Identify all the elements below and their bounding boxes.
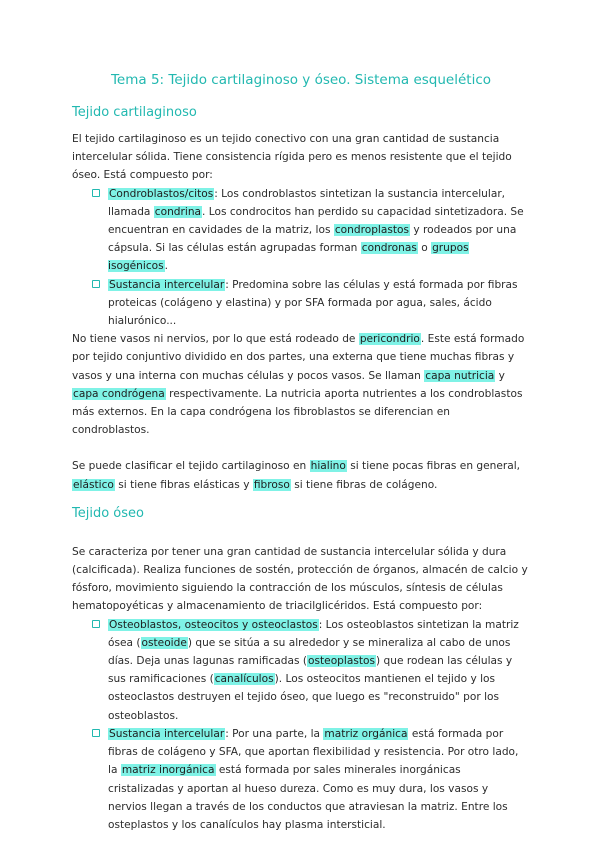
para-text: si tiene pocas fibras en general, bbox=[346, 460, 521, 473]
item-text: ) que rodean las células y sus ramificaciones ( bbox=[108, 655, 513, 686]
keyword-highlight: condrina bbox=[154, 205, 202, 218]
item-text: está formada por fibras de colágeno y SFA, que aportan flexibilidad y resistencia. Por otro lado, la bbox=[108, 727, 519, 777]
para-text: y bbox=[495, 369, 505, 382]
keyword-highlight: hialino bbox=[310, 460, 346, 473]
para-text: No tiene vasos ni nervios, por lo que está rodeado de bbox=[72, 333, 359, 346]
oseo-components-list bbox=[72, 616, 530, 834]
item-text: está formada por sales minerales inorgánicas cristalizadas y aportan al hueso dureza. Como es muy dura, los vasos y nervios llegan a través de los conductos que atraviesan la matriz. Entre los osteplastos y los canalículos hay plasma intersticial. bbox=[108, 764, 508, 831]
keyword-highlight: condroplastos bbox=[334, 224, 410, 237]
keyword-highlight: capa condrógena bbox=[73, 387, 165, 400]
para-text: si tiene fibras elásticas y bbox=[114, 478, 253, 491]
keyword-highlight: canalículos bbox=[214, 673, 274, 686]
para-text: si tiene fibras de colágeno. bbox=[290, 478, 438, 491]
item-text: o bbox=[417, 242, 432, 255]
item-text: : Los condroblastos sintetizan la sustancia intercelular, llamada bbox=[108, 187, 506, 218]
list-item bbox=[92, 276, 530, 331]
clasificacion-paragraph bbox=[72, 457, 530, 493]
cartilaginoso-intro: El tejido cartilaginoso es un tejido conectivo con una gran cantidad de sustancia intercelular sólida. Tiene consistencia rígida pero es menos resistente que el tejido óseo. Está compuesto por: bbox=[72, 133, 512, 182]
keyword-highlight: grupos isogénicos bbox=[108, 242, 469, 273]
term-highlight: Sustancia intercelular bbox=[109, 278, 225, 291]
para-text: respectivamente. La nutricia aporta nutrientes a los condroblastos más externos. En la capa condrógena los fibroblastos se diferencian en condroblastos. bbox=[72, 387, 523, 437]
item-text: : Los osteoblastos sintetizan la matriz ósea ( bbox=[108, 618, 519, 649]
item-text: . bbox=[164, 260, 169, 273]
item-text: ) que se sitúa a su alrededor y se mineraliza al cabo de unos días. Deja unas lagunas ramificadas ( bbox=[108, 636, 511, 668]
keyword-highlight: capa nutricia bbox=[425, 369, 495, 382]
keyword-highlight: osteoide bbox=[141, 636, 187, 649]
item-text: : Predomina sobre las células y está formada por fibras proteicas (colágeno y elastina) y por SFA formada por agua, sales, ácido hialurónico... bbox=[108, 278, 518, 328]
keyword-highlight: matriz inorgánica bbox=[121, 764, 215, 777]
cartilaginoso-components-list bbox=[72, 185, 530, 331]
term-highlight: Sustancia intercelular bbox=[109, 727, 225, 740]
item-text: . Los condrocitos han perdido su capacidad sintetizadora. Se encuentran en cavidades de la matriz, los bbox=[108, 205, 524, 237]
keyword-highlight: condronas bbox=[361, 242, 417, 255]
keyword-highlight: osteoplastos bbox=[308, 655, 376, 668]
checkbox-icon[interactable] bbox=[92, 620, 100, 628]
para-text: . Este está formado por tejido conjuntivo dividido en dos partes, una externa que tiene muchas fibras y vasos y una interna con muchas células y pocos vasos. Se llaman bbox=[72, 333, 525, 382]
keyword-highlight: elástico bbox=[73, 478, 114, 491]
item-text: : Por una parte, la bbox=[225, 727, 324, 740]
checkbox-icon[interactable] bbox=[92, 189, 100, 197]
list-item bbox=[92, 616, 530, 725]
checkbox-icon[interactable] bbox=[92, 729, 100, 737]
keyword-highlight: fibroso bbox=[253, 478, 290, 491]
oseo-intro: Se caracteriza por tener una gran cantidad de sustancia intercelular sólida y dura (calcificada). Realiza funciones de sostén, protección de órganos, almacén de calcio y fósforo, movimiento siguiendo la contracción de los músculos, síntesis de células hematopoyéticas y almacenamiento de triacilglicéridos. Está compuesto por: bbox=[72, 545, 528, 613]
item-text: y rodeados por una cápsula. Si las células están agrupadas forman bbox=[108, 224, 517, 255]
keyword-highlight: matriz orgánica bbox=[324, 727, 408, 740]
term-highlight: Condroblastos/citos bbox=[109, 187, 214, 200]
list-item bbox=[92, 725, 530, 834]
checkbox-icon[interactable] bbox=[92, 280, 100, 288]
item-text: ). Los osteocitos mantienen el tejido y los osteoclastos destruyen el tejido óseo, que luego es "reconstruido" por los osteoblastos. bbox=[108, 673, 500, 722]
keyword-highlight: pericondrio bbox=[359, 333, 420, 346]
section-heading-oseo: Tejido óseo bbox=[72, 505, 144, 521]
para-text: Se puede clasificar el tejido cartilaginoso en bbox=[72, 460, 310, 473]
page-title: Tema 5: Tejido cartilaginoso y óseo. Sistema esquelético bbox=[110, 72, 492, 88]
section-heading-cartilaginoso: Tejido cartilaginoso bbox=[72, 105, 197, 120]
pericondrio-paragraph bbox=[72, 330, 530, 439]
term-highlight: Osteoblastos, osteocitos y osteoclastos bbox=[109, 618, 318, 631]
list-item bbox=[92, 185, 530, 276]
